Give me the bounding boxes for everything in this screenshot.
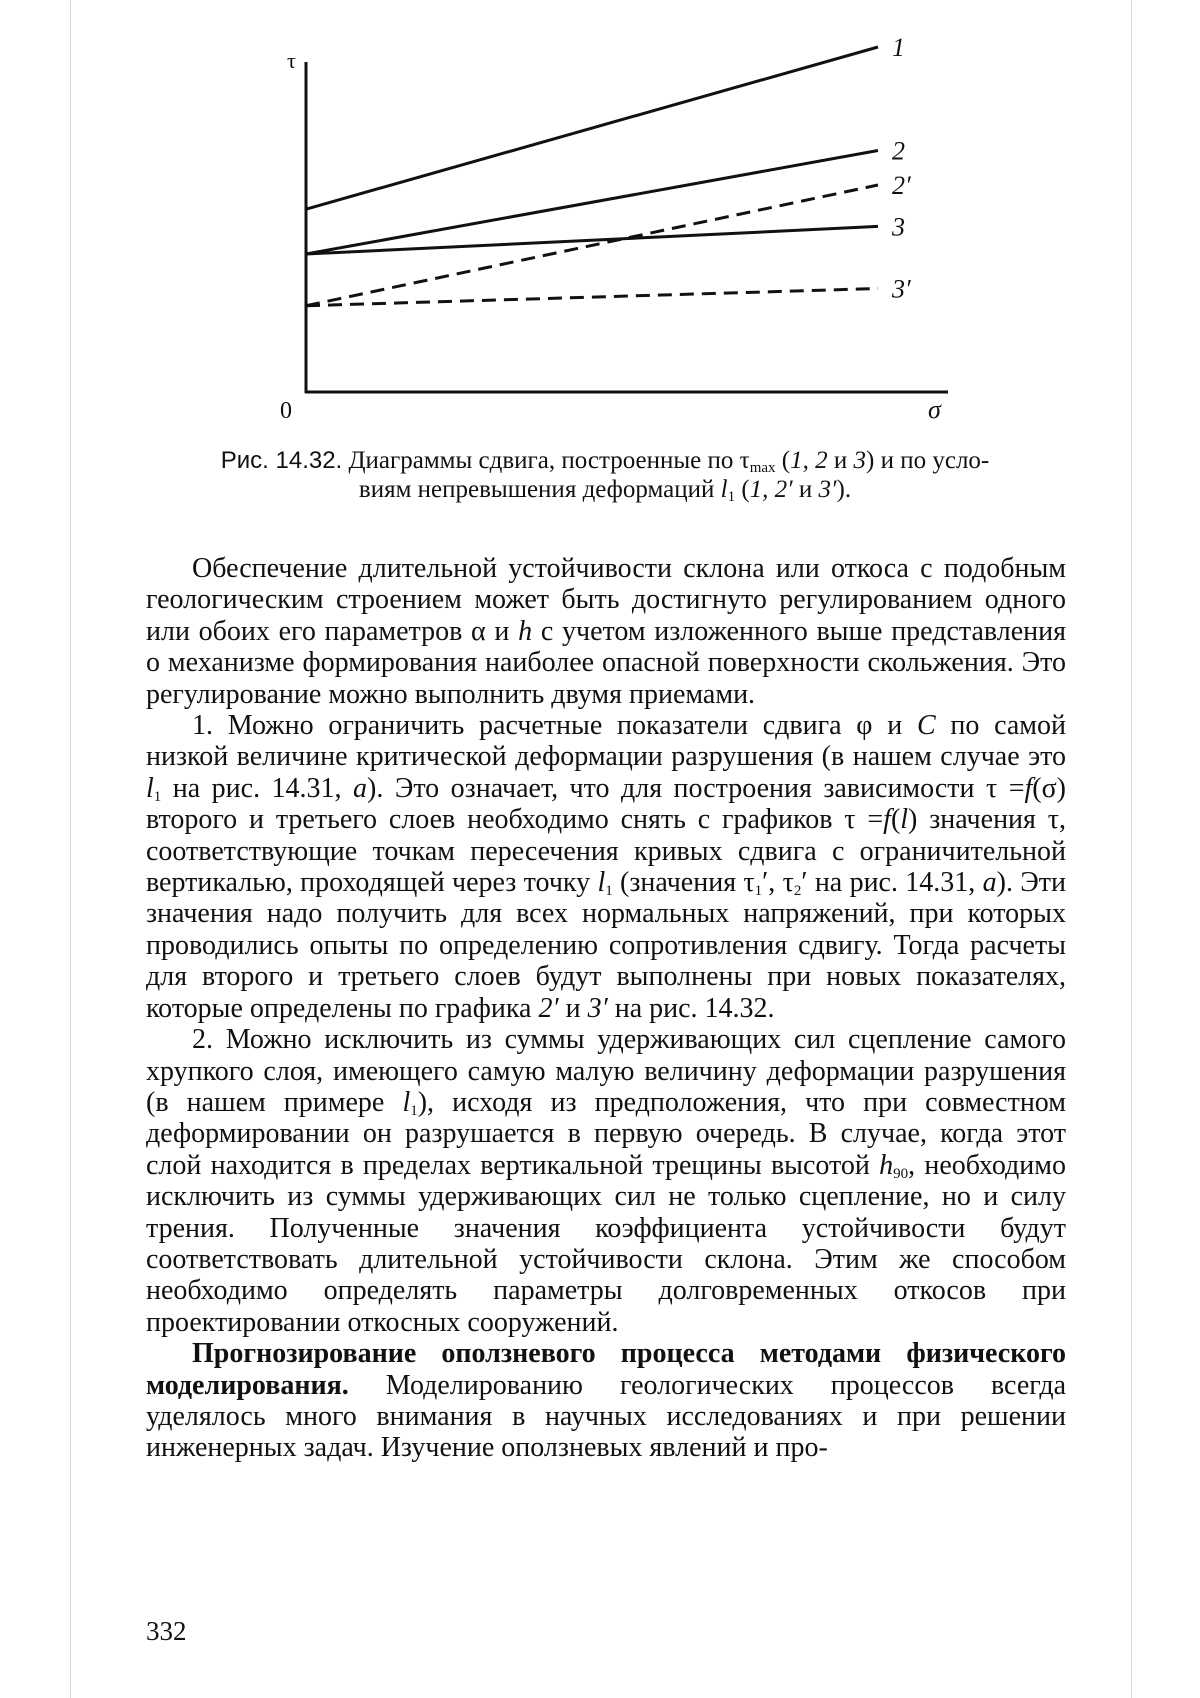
text-span: ). Это означает, что для построения зависимости τ = (367, 772, 1025, 804)
text-span: , необходимо исключить из суммы удерживающих сил не только сцепление, но и силу трения. Полученные значения коэффициента устойчивости будут соответствовать длительной устойчивости склона. Этим же способом необходимо определять параметры долговременных откосов при проектировании откосных сооружений. (146, 1149, 1066, 1338)
caption-series-ref: 3 (853, 447, 867, 474)
caption-text: виям непревышения деформаций (358, 476, 715, 503)
paragraph (146, 553, 1066, 710)
text-span: ) значения τ, соответствующие точкам пересечения кривых сдвига с ограничительной вертикалью, проходящей через точку (146, 804, 1066, 899)
caption-text: ) и по усло- (866, 447, 990, 474)
text-span: Моделированию геологических процессов всегда уделялось много внимания в научных исследованиях и при решении инженерных задач. Изучение оползневых явлений и про- (146, 1369, 1067, 1464)
section-heading: Прогнозирование оползневого процесса методами физического моделирования. (146, 1338, 1066, 1401)
symbol-f: f (1024, 772, 1033, 804)
paragraph (146, 1024, 1066, 1338)
x-axis-label: σ (928, 395, 941, 424)
text-span: ). Эти значения надо получить для всех нормальных напряжений, при которых проводились опыты по определению сопротивления сдвигу. Тогда расчеты для второго и третьего слоев будут выполнены при новых показателях, которые определены по графика (146, 867, 1066, 1024)
caption-figure-number: Рис. 14.32. (220, 447, 343, 474)
caption-text: ( (741, 476, 750, 503)
figure-caption (140, 446, 1070, 504)
text-span: Обеспечение длительной устойчивости склона или откоса с подобным геологическим строением может быть достигнуто регулированием одного или обоих его параметров α и (146, 553, 1066, 647)
text-span: ′, τ (762, 867, 794, 899)
series-label-4: 3 (892, 212, 905, 242)
text-span: (значения τ (620, 867, 755, 899)
text-span: с учетом изложенного выше представления о механизме формирования наиболее опасной поверхности скольжения. Это регулирование можно выполнить двумя приемами. (146, 615, 1067, 710)
caption-text: Диаграммы сдвига, построенные по (348, 447, 734, 474)
symbol-sub: 1 (754, 883, 763, 900)
symbol-sub: 1 (153, 788, 162, 805)
series-label-2: 2 (892, 136, 905, 166)
series-line-1 (306, 47, 878, 209)
page-number: 332 (146, 1616, 187, 1646)
caption-text: ). (836, 476, 852, 503)
text-span: 2. Можно исключить из суммы удерживающих сил сцепление самого хрупкого слоя, имеющего самую малую величину деформации разрушения (в нашем примере (146, 1024, 1066, 1118)
graph-ref: 3′ (587, 992, 608, 1024)
text-span: (σ) второго и третьего слоев необходимо снять с графиков τ = (146, 772, 1067, 836)
symbol-sub: 90 (893, 1165, 909, 1182)
symbol-sub: 1 (605, 883, 613, 900)
graph-ref: 2′ (538, 992, 559, 1024)
caption-text: ( (781, 447, 791, 474)
symbol-l: l (146, 772, 154, 804)
text-span: по самой низкой величине критической деформации разрушения (в нашем случае это (146, 710, 1067, 773)
text-span: 1. Можно ограничить расчетные показатели сдвига φ и (192, 710, 903, 742)
series-label-3: 2′ (892, 171, 911, 200)
symbol-h: h (879, 1149, 894, 1181)
caption-tau-sub: max (749, 460, 776, 476)
series-line-4 (306, 226, 878, 254)
caption-series-ref: 1, 2′ (749, 476, 793, 503)
y-axis-label: τ (287, 48, 296, 73)
caption-series-ref: 1, 2 (790, 447, 828, 474)
shear-diagram-figure (0, 0, 1200, 430)
symbol-l: l (402, 1086, 411, 1118)
symbol-h: h (518, 615, 533, 647)
caption-tau: τ (739, 447, 750, 474)
symbol-a: a (982, 867, 997, 899)
caption-text: и (798, 476, 813, 503)
text-span: на рис. 14.32. (614, 992, 775, 1024)
symbol-f: f (883, 804, 891, 836)
symbol-a: a (353, 772, 368, 804)
symbol-l: l (597, 867, 606, 899)
caption-l-sub: 1 (727, 489, 736, 505)
series-label-5: 3′ (892, 274, 911, 304)
symbol-sub: 1 (410, 1102, 418, 1119)
series-line-5 (306, 289, 878, 306)
text-span: ), исходя из предположения, что при совместном деформировании он разрушается в первую очередь. В случае, когда этот слой находится в пределах вертикальной трещины высотой (146, 1086, 1066, 1181)
symbol-l: l (900, 804, 909, 836)
symbol-sub: 2 (793, 883, 802, 900)
text-span: ′ на рис. 14.31, (801, 867, 976, 899)
paragraph (146, 710, 1066, 1024)
text-span: на рис. 14.31, (172, 772, 342, 804)
origin-label: 0 (280, 398, 292, 424)
text-span: ( (890, 804, 901, 836)
series-label-1: 1 (892, 33, 905, 62)
symbol-c: C (916, 710, 936, 742)
body-text (146, 553, 1066, 1464)
paragraph (146, 1338, 1066, 1464)
caption-text: и (833, 447, 848, 474)
caption-l-symbol: l (720, 476, 728, 503)
text-span: и (565, 992, 581, 1024)
caption-series-ref: 3′ (818, 476, 837, 503)
